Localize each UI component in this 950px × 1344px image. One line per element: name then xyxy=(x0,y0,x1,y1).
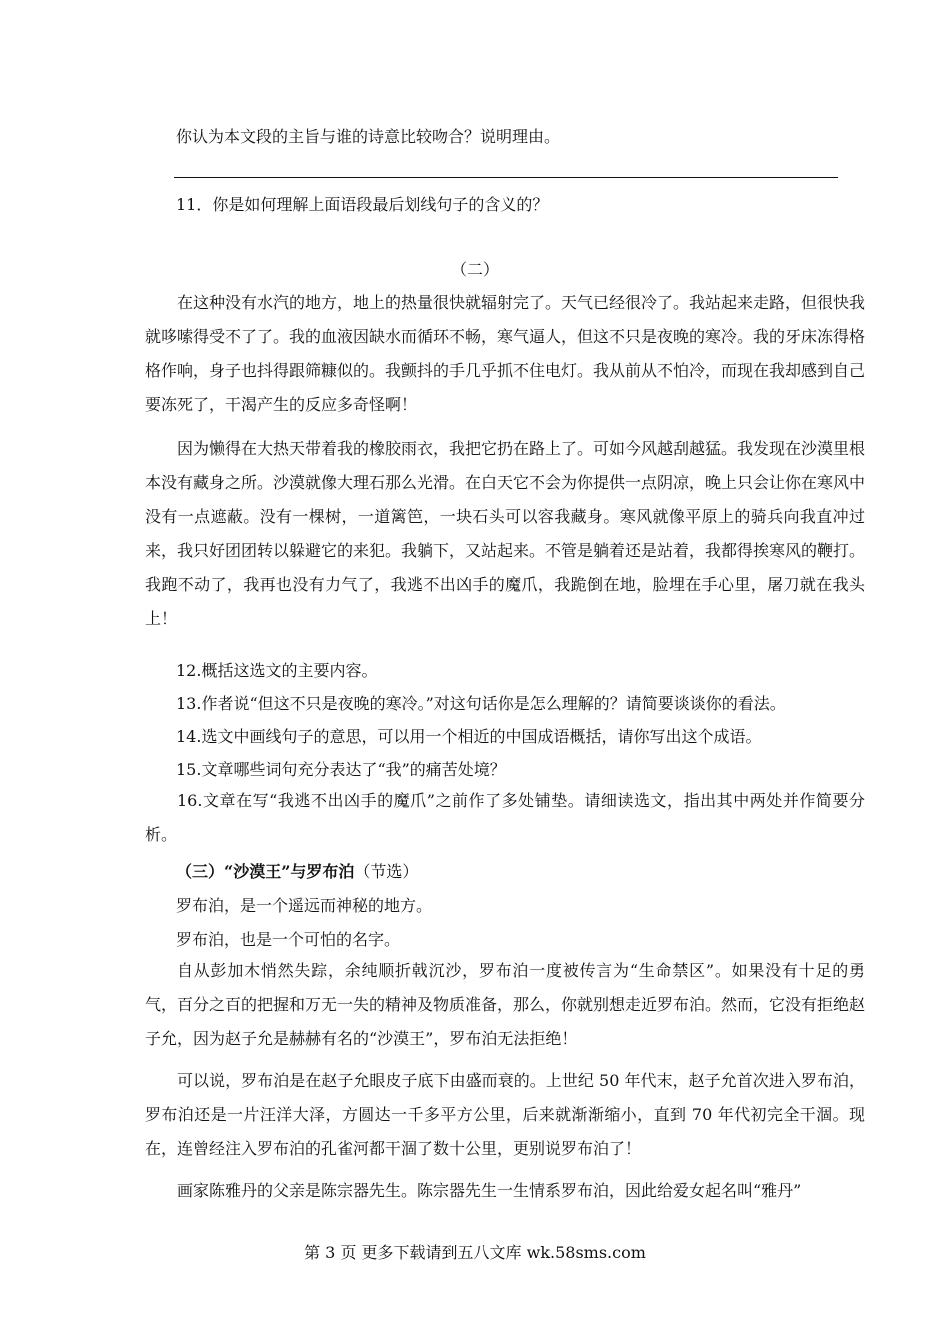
question-12: 12.概括这选文的主要内容。 xyxy=(176,661,378,680)
section-3-paragraph-5: 画家陈雅丹的父亲是陈宗器先生。陈宗器先生一生情系罗布泊，因此给爱女起名叫“雅丹” xyxy=(177,1181,802,1200)
question-15: 15.文章哪些词句充分表达了“我”的痛苦处境？ xyxy=(176,760,506,779)
section-3-title-main: （三）“沙漠王”与罗布泊 xyxy=(176,862,355,881)
question-11: 11．你是如何理解上面语段最后划线句子的含义的？ xyxy=(176,195,549,214)
section-3-paragraph-1: 罗布泊，是一个遥远而神秘的地方。 xyxy=(176,896,433,915)
section-3-title-note: （节选） xyxy=(354,862,419,881)
section-3-paragraph-4: 可以说，罗布泊是在赵子允眼皮子底下由盛而衰的。上世纪 50 年代末，赵子允首次进入罗布泊，罗布泊还是一片汪洋大泽，方圆达一千多平方公里，后来就渐渐缩小，直到 70 年代初完全干涸。现在，连曾经注入罗布泊的孔雀河都干涸了数十公里，更别说罗布泊了！ xyxy=(145,1071,865,1158)
section-2-paragraph-2: 因为懒得在大热天带着我的橡胶雨衣，我把它扔在路上了。可如今风越刮越猛。我发现在沙漠里根本没有藏身之所。沙漠就像大理石那么光滑。在白天它不会为你提供一点阴凉，晚上只会让你在寒风中没有一点遮蔽。没有一棵树，一道篱笆，一块石头可以容我藏身。寒风就像平原上的骑兵向我直冲过来，我只好团团转以躲避它的来犯。我躺下，又站起来。不管是躺着还是站着，我都得挨寒风的鞭打。我跑不动了，我再也没有力气了，我逃不出凶手的魔爪，我跪倒在地，脸埋在手心里，屠刀就在我头上！ xyxy=(145,439,866,628)
question-16: 16.文章在写“我逃不出凶手的魔爪”之前作了多处铺垫。请细读选文，指出其中两处并作简要分析。 xyxy=(145,791,865,844)
answer-line xyxy=(174,177,838,178)
section-3-paragraph-2: 罗布泊，也是一个可怕的名字。 xyxy=(176,930,401,949)
question-intro: 你认为本文段的主旨与谁的诗意比较吻合？说明理由。 xyxy=(176,127,561,146)
page-footer: 第 3 页 更多下载请到五八文库 wk.58sms.com xyxy=(304,1243,646,1262)
section-3-paragraph-3: 自从彭加木悄然失踪，余纯顺折戟沉沙，罗布泊一度被传言为“生命禁区”。如果没有十足的勇气，百分之百的把握和万无一失的精神及物质准备，那么，你就别想走近罗布泊。然而，它没有拒绝赵子允，因为赵子允是赫赫有名的“沙漠王”，罗布泊无法拒绝！ xyxy=(145,961,866,1048)
question-14: 14.选文中画线句子的意思，可以用一个相近的中国成语概括，请你写出这个成语。 xyxy=(176,727,762,746)
section-2-paragraph-1: 在这种没有水汽的地方，地上的热量很快就辐射完了。天气已经很冷了。我站起来走路，但很快我就哆嗦得受不了了。我的血液因缺水而循环不畅，寒气逼人，但这不只是夜晚的寒冷。我的牙床冻得格格作响，身子也抖得跟筛糠似的。我颤抖的手几乎抓不住电灯。我从前从不怕冷，而现在我却感到自己要冻死了，干渴产生的反应多奇怪啊！ xyxy=(145,293,866,414)
section-2-title: （二） xyxy=(450,260,499,279)
question-13: 13.作者说“但这不只是夜晚的寒冷。”对这句话你是怎么理解的？请简要谈谈你的看法。 xyxy=(176,694,786,713)
section-3-title xyxy=(176,862,896,882)
